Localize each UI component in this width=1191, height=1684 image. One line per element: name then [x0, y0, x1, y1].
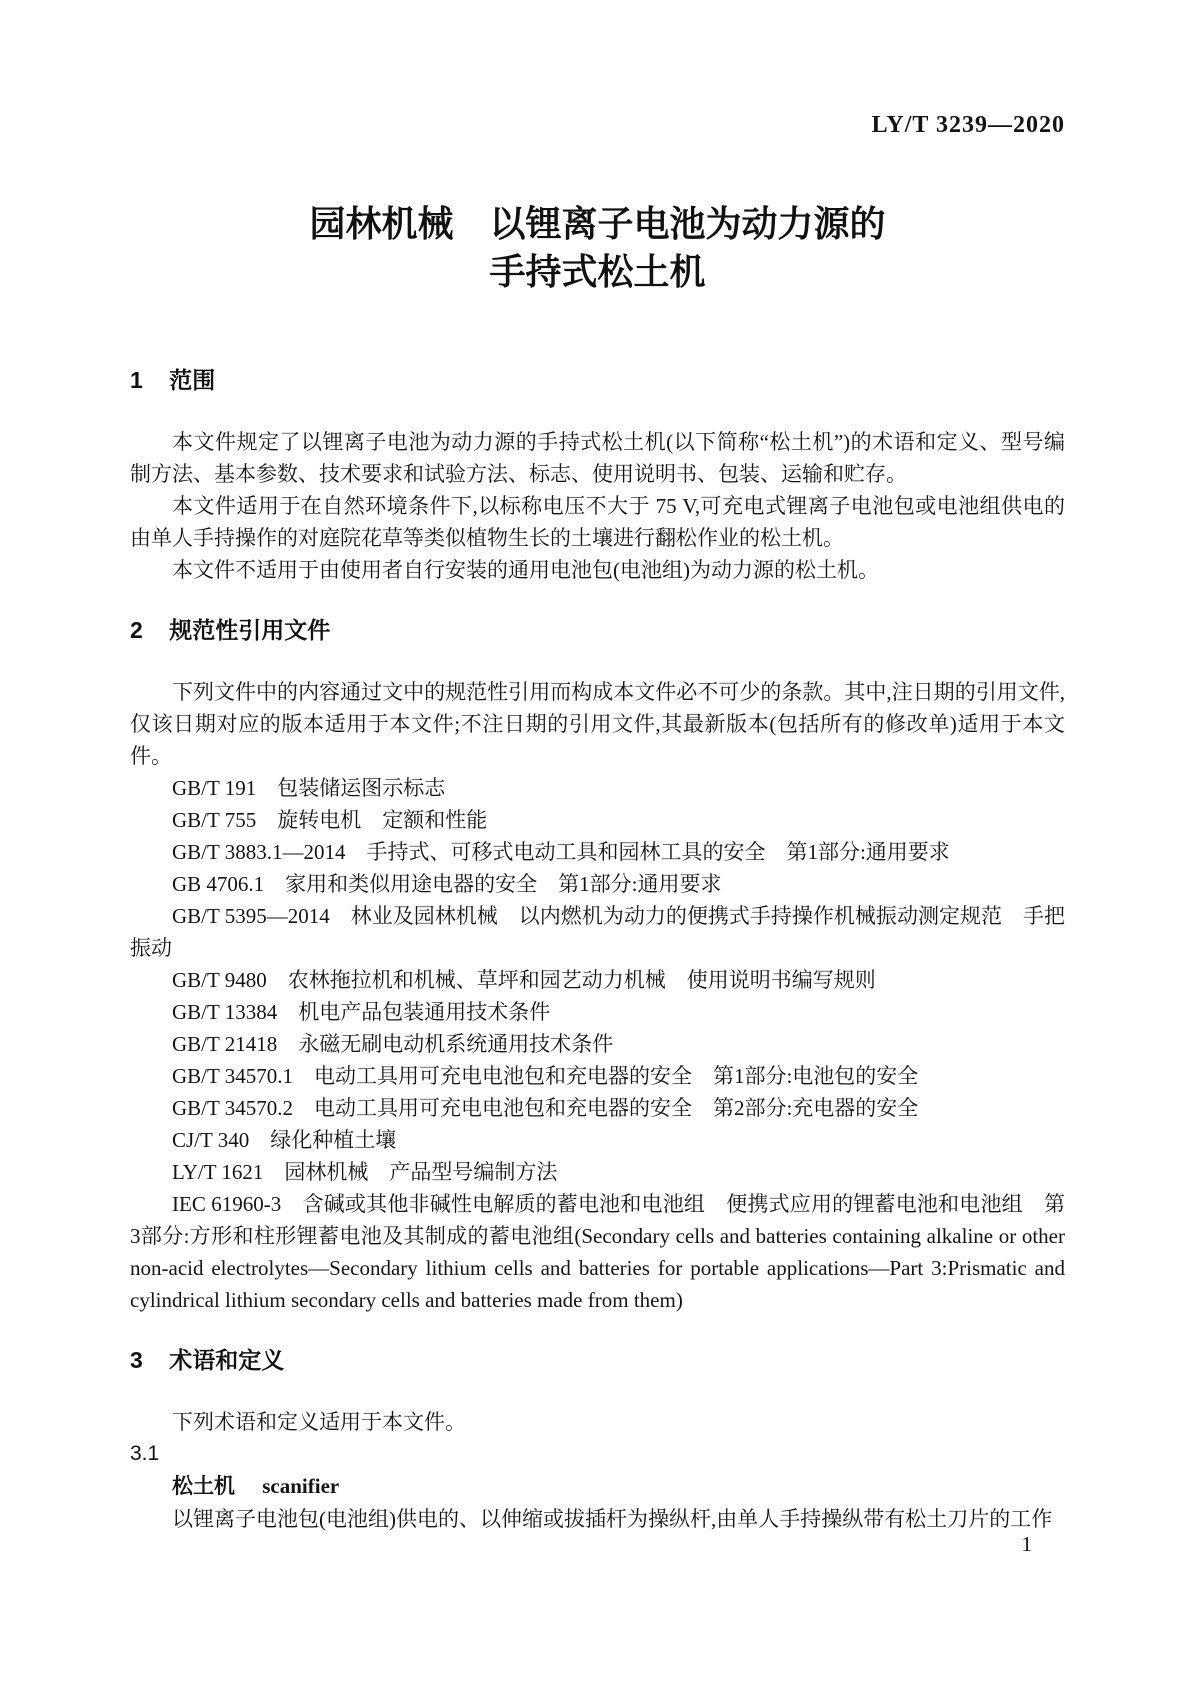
- reference-item: GB/T 34570.2 电动工具用可充电电池包和充电器的安全 第2部分:充电器的安全: [172, 1096, 919, 1120]
- reference-item: GB/T 5395—2014 林业及园林机械 以内燃机为动力的便携式手持操作机械振动测定规范 手把振动: [130, 904, 1065, 960]
- scope-paragraph: 本文件规定了以锂离子电池为动力源的手持式松土机(以下简称“松土机”)的术语和定义、型号编制方法、基本参数、技术要求和试验方法、标志、使用说明书、包装、运输和贮存。: [130, 430, 1065, 486]
- doc-title: [130, 200, 1065, 296]
- reference-item: IEC 61960-3 含碱或其他非碱性电解质的蓄电池和电池组 便携式应用的锂蓄电池和电池组 第3部分:方形和柱形锂蓄电池及其制成的蓄电池组(Secondary cells and batteries containing alkaline or other non-acid electrolytes—Secondary lithium cells and batteries for portable applications—Part 3:Prismatic and cylindrical lithium secondary cells and batteries made from them): [130, 1192, 1065, 1312]
- doc-title-line1: 园林机械 以锂离子电池为动力源的: [309, 203, 886, 244]
- references-intro: 下列文件中的内容通过文中的规范性引用而构成本文件必不可少的条款。其中,注日期的引用文件,仅该日期对应的版本适用于本文件;不注日期的引用文件,其最新版本(包括所有的修改单)适用于本文件。: [130, 680, 1065, 768]
- clause-number: 3.1: [130, 1442, 160, 1465]
- term-english: scanifier: [262, 1474, 340, 1498]
- section-terms-heading: [130, 1344, 1065, 1376]
- reference-item: LY/T 1621 园林机械 产品型号编制方法: [172, 1160, 558, 1184]
- term-line: [130, 1470, 1065, 1503]
- doc-header: [130, 110, 1065, 140]
- reference-item: CJ/T 340 绿化种植土壤: [172, 1128, 397, 1152]
- reference-item: GB/T 191 包装储运图示标志: [172, 776, 446, 800]
- section-number: 1: [130, 367, 143, 393]
- terms-intro: 下列术语和定义适用于本文件。: [172, 1410, 466, 1434]
- section-title: 范围: [169, 367, 216, 393]
- section-number: 2: [130, 617, 143, 643]
- section-number: 3: [130, 1347, 143, 1373]
- reference-item: GB/T 21418 永磁无刷电动机系统通用技术条件: [172, 1032, 614, 1056]
- scope-paragraph: 本文件适用于在自然环境条件下,以标称电压不大于 75 V,可充电式锂离子电池包或电池组供电的由单人手持操作的对庭院花草等类似植物生长的土壤进行翻松作业的松土机。: [130, 494, 1065, 550]
- section-references-heading: [130, 614, 1065, 646]
- section-title: 术语和定义: [169, 1347, 285, 1373]
- reference-item: GB/T 755 旋转电机 定额和性能: [172, 808, 488, 832]
- term-definition: 以锂离子电池包(电池组)供电的、以伸缩或拔插杆为操纵杆,由单人手持操纵带有松土刀片的工作: [172, 1507, 1053, 1531]
- section-terms-definitions: [130, 1344, 1065, 1535]
- reference-item: GB/T 9480 农林拖拉机和机械、草坪和园艺动力机械 使用说明书编写规则: [172, 968, 876, 992]
- reference-item: GB/T 13384 机电产品包装通用技术条件: [172, 1000, 551, 1024]
- term-chinese: 松土机: [172, 1475, 235, 1498]
- reference-item: GB/T 34570.1 电动工具用可充电电池包和充电器的安全 第1部分:电池包的安全: [172, 1064, 919, 1088]
- reference-item: GB 4706.1 家用和类似用途电器的安全 第1部分:通用要求: [172, 872, 722, 896]
- doc-code: LY/T 3239—2020: [871, 112, 1065, 138]
- reference-item: GB/T 3883.1—2014 手持式、可移式电动工具和园林工具的安全 第1部分:通用要求: [172, 840, 950, 864]
- page-number: 1: [1021, 1532, 1032, 1556]
- scope-paragraph: 本文件不适用于由使用者自行安装的通用电池包(电池组)为动力源的松土机。: [172, 558, 879, 582]
- section-scope: [130, 364, 1065, 586]
- section-title: 规范性引用文件: [169, 617, 331, 643]
- doc-title-line2: 手持式松土机: [489, 251, 706, 292]
- section-normative-references: [130, 614, 1065, 1316]
- section-scope-heading: [130, 364, 1065, 396]
